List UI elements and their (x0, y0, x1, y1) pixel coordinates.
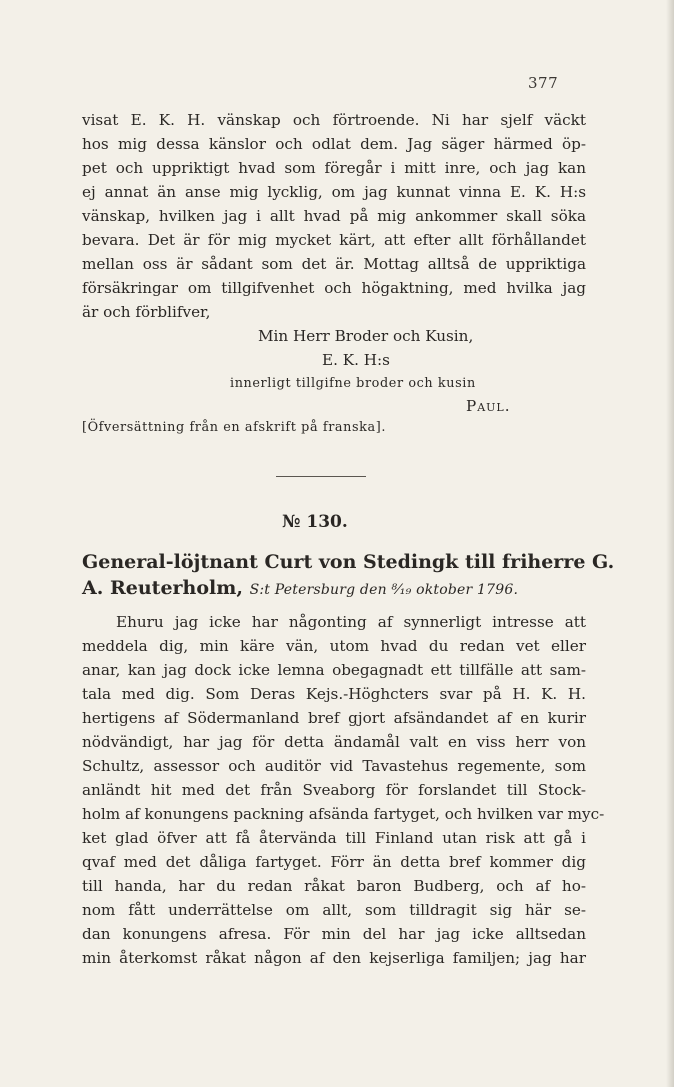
recipient-name: A. Reuterholm, (82, 577, 243, 599)
text-line: visat E. K. H. vänskap och förtroende. Ni har sjelf väckt (82, 111, 586, 129)
closing-signature: Paul. (466, 397, 511, 415)
text-line: hertigens af Södermanland bref gjort afsändandet af en kurir (82, 709, 586, 727)
text-line: bevara. Det är för mig mycket kärt, att efter allt förhållandet (82, 231, 586, 249)
text-line: qvaf med det dåliga fartyget. Förr än detta bref kommer dig (82, 853, 586, 871)
text-line: pet och uppriktigt hvad som föregår i mitt inre, och jag kan (82, 159, 586, 177)
text-line: meddela dig, min käre vän, utom hvad du redan vet eller (82, 637, 586, 655)
closing-salutation: Min Herr Broder och Kusin, (258, 327, 474, 345)
page-edge-shadow (666, 0, 674, 1087)
text-line: min återkomst råkat någon af den kejserliga familjen; jag har (82, 949, 586, 967)
text-line: försäkringar om tillgifvenhet och högaktning, med hvilka jag (82, 279, 586, 297)
text-line: anländt hit med det från Sveaborg för forslandet till Stock- (82, 781, 586, 799)
letter-heading-line-1: General-löjtnant Curt von Stedingk till friherre G. (82, 551, 615, 573)
page-number: 377 (528, 74, 559, 92)
text-line: vänskap, hvilken jag i allt hvad på mig ankommer skall söka (82, 207, 586, 225)
letter-heading-line-2 (82, 576, 586, 602)
text-line: till handa, har du redan råkat baron Budberg, och af ho- (82, 877, 586, 895)
text-line: hos mig dessa känslor och odlat dem. Jag säger härmed öp- (82, 135, 586, 153)
text-line: ej annat än anse mig lycklig, om jag kunnat vinna E. K. H:s (82, 183, 586, 201)
text-line: Schultz, assessor och auditör vid Tavastehus regemente, som (82, 757, 586, 775)
text-line: är och förblifver, (82, 303, 211, 321)
text-line: nom fått underrättelse om allt, som tilldragit sig här se- (82, 901, 586, 919)
text-line: ket glad öfver att få återvända till Finland utan risk att gå i (82, 829, 586, 847)
text-line: holm af konungens packning afsända fartyget, och hvilken var myc- (82, 805, 605, 823)
closing-addressee: E. K. H:s (322, 351, 390, 369)
text-line: tala med dig. Som Deras Kejs.-Höghcters svar på H. K. H. (82, 685, 586, 703)
letter-number: № 130. (282, 512, 348, 532)
text-line: mellan oss är sådant som det är. Mottag alltså de uppriktiga (82, 255, 586, 273)
letter-dateline: S:t Petersburg den ⁸⁄₁₉ oktober 1796. (249, 582, 519, 598)
text-line: anar, kan jag dock icke lemna obegagnadt ett tillfälle att sam- (82, 661, 586, 679)
text-line: Ehuru jag icke har någonting af synnerligt intresse att (116, 613, 586, 631)
text-line: nödvändigt, har jag för detta ändamål valt en viss herr von (82, 733, 586, 751)
closing-subscription: innerligt tillgifne broder och kusin (230, 376, 476, 391)
text-line: dan konungens afresa. För min del har jag icke alltsedan (82, 925, 586, 943)
section-divider (276, 476, 366, 477)
translation-note: [Öfversättning från en afskrift på franska]. (82, 420, 387, 435)
